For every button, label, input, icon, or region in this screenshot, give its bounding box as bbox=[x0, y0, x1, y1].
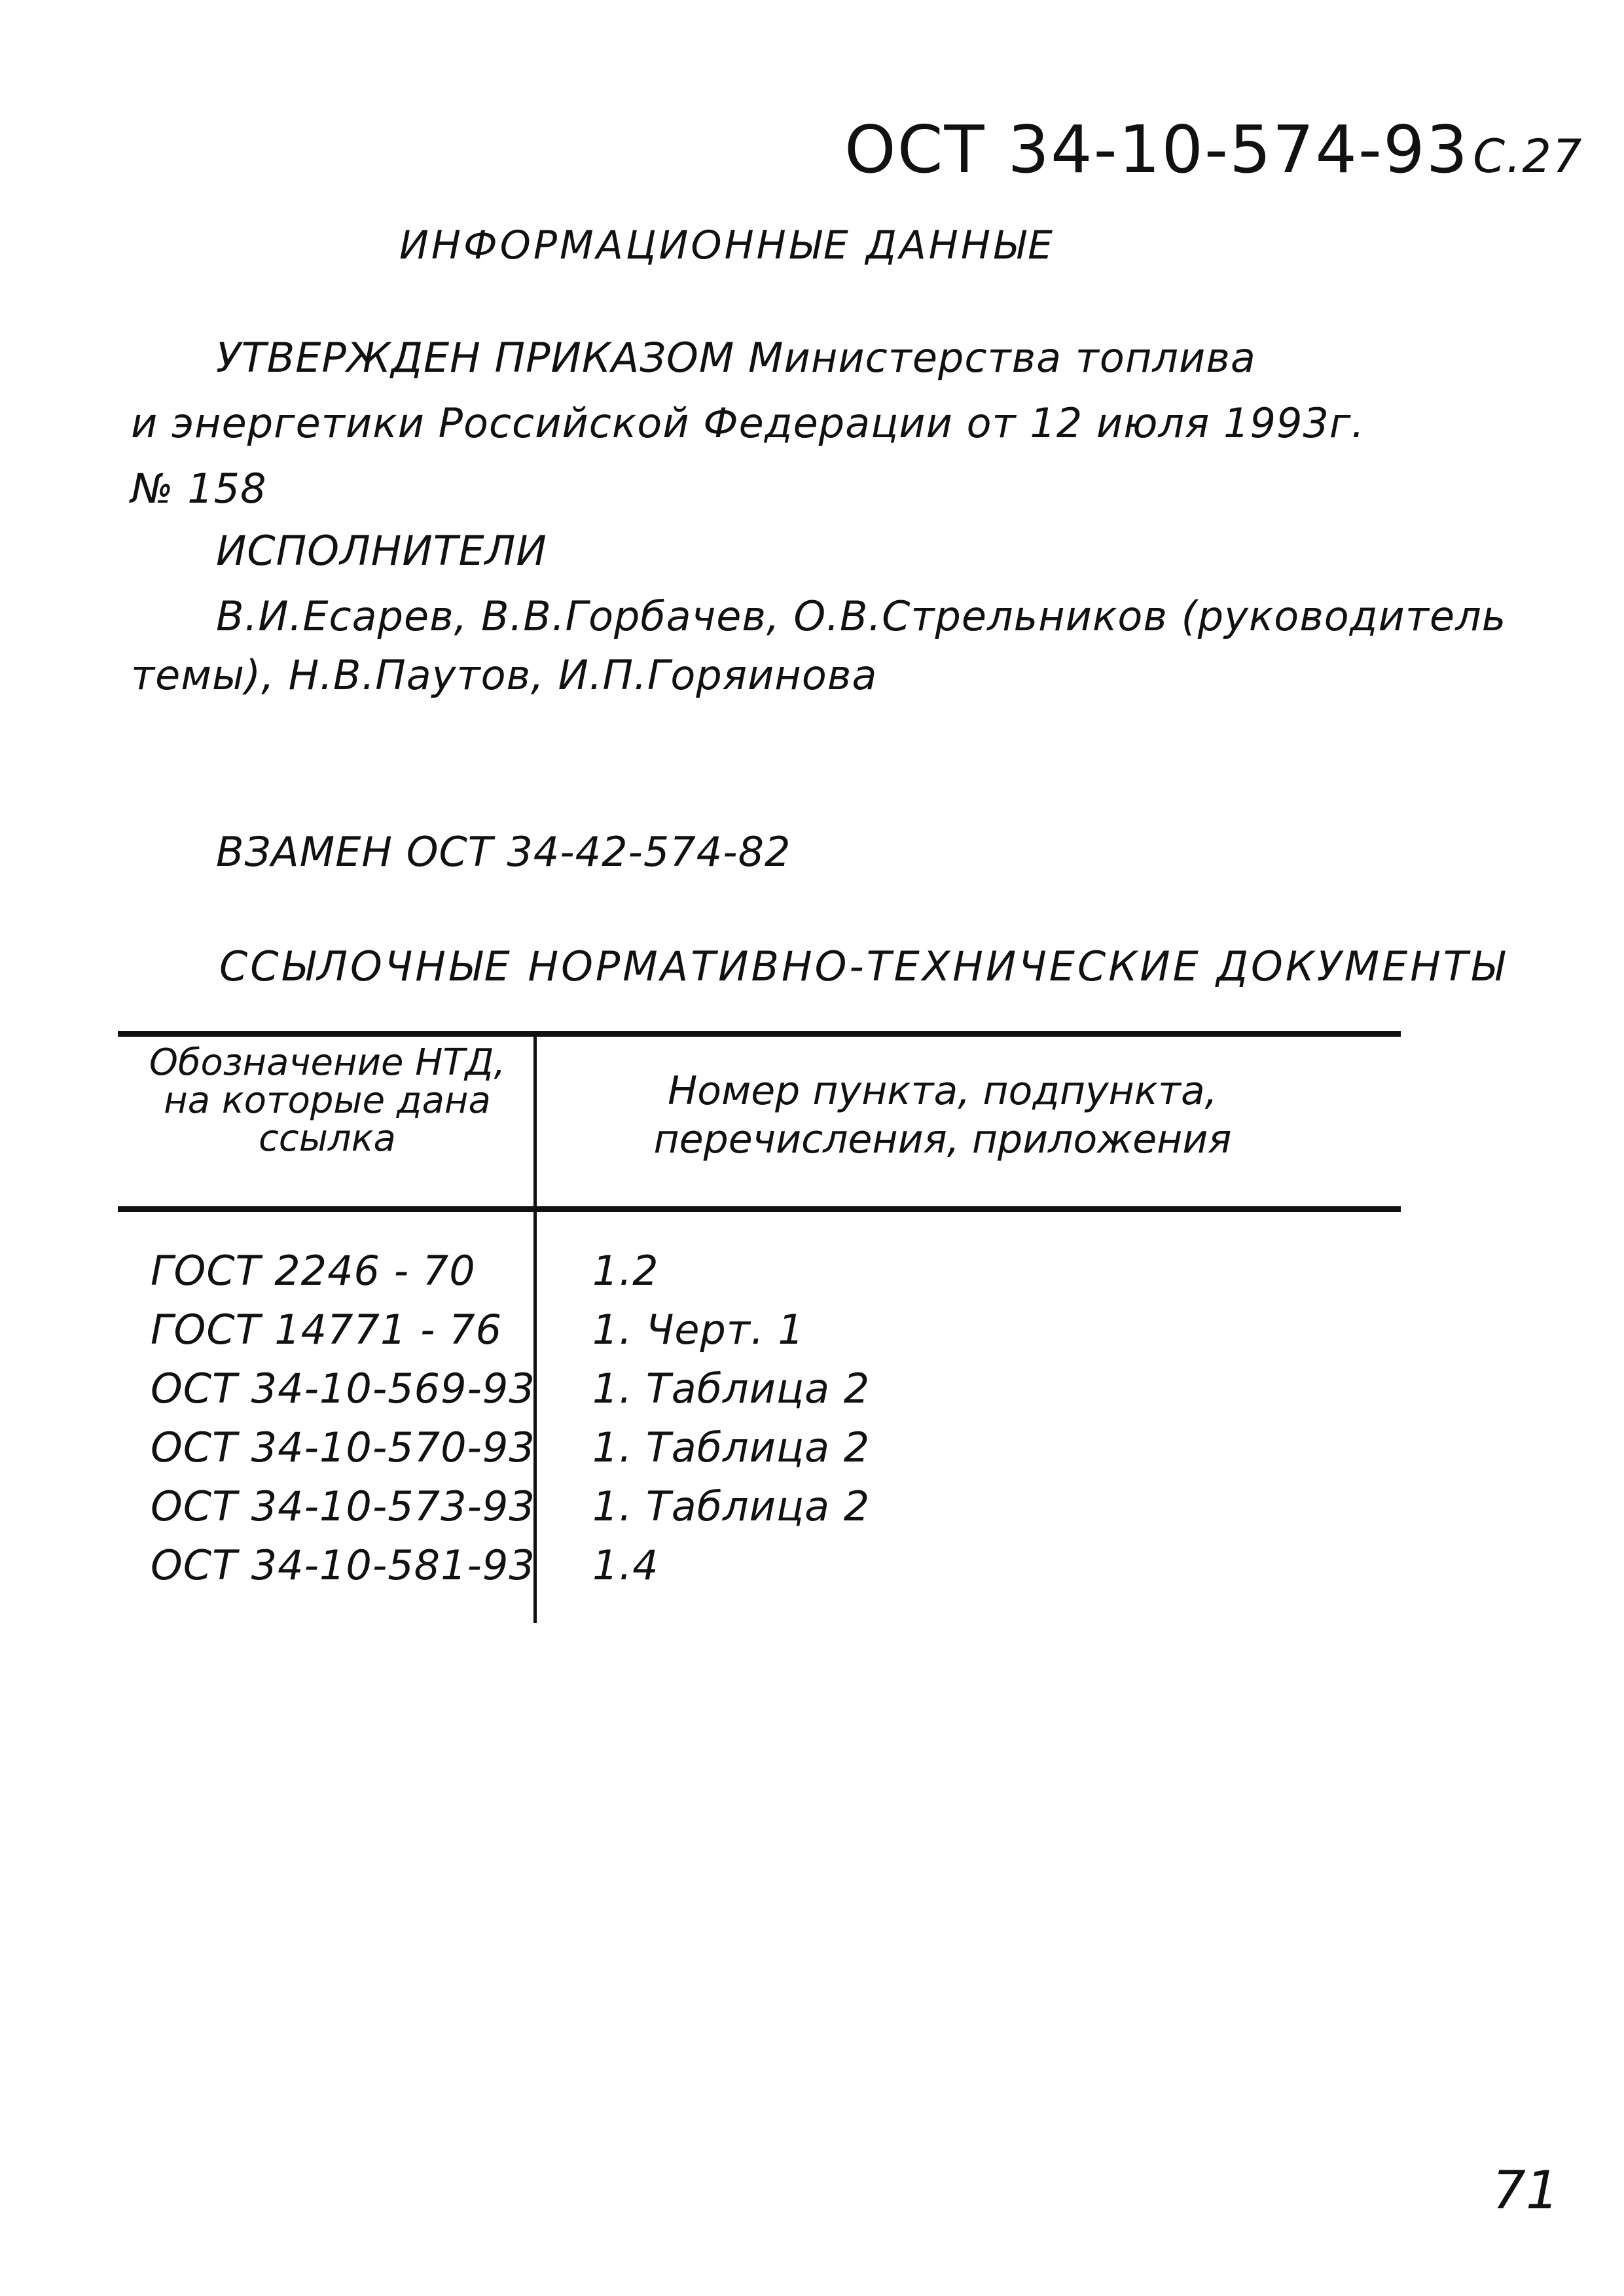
info-title: ИНФОРМАЦИОННЫЕ ДАННЫЕ bbox=[399, 223, 1056, 268]
executors-line-2: темы), Н.В.Паутов, И.П.Горяинова bbox=[131, 651, 878, 699]
page-number: 71 bbox=[1492, 2160, 1559, 2221]
table-row-4-item: 1. Таблица 2 bbox=[592, 1424, 871, 1471]
table-row-2-document: ГОСТ 14771 - 76 bbox=[151, 1306, 503, 1354]
table-top-rule bbox=[118, 1031, 1401, 1037]
table-row-1-item: 1.2 bbox=[592, 1247, 659, 1295]
table-header-item-line-2: перечисления, приложения bbox=[653, 1117, 1232, 1162]
table-column-divider bbox=[533, 1034, 537, 1623]
table-header-item bbox=[550, 1067, 1335, 1164]
document-code-text: ОСТ 34-10-574-93 bbox=[844, 111, 1470, 188]
table-header-document-line-1: Обозначение НТД, bbox=[149, 1041, 506, 1084]
table-row-4-document: ОСТ 34-10-570-93 bbox=[151, 1424, 535, 1471]
table-header-document-line-3: ссылка bbox=[259, 1117, 396, 1160]
table-row-1-document: ГОСТ 2246 - 70 bbox=[151, 1247, 476, 1295]
approved-line-2: и энергетики Российской Федерации от 12 июля 1993г. bbox=[131, 399, 1365, 447]
table-header-item-line-1: Номер пункта, подпункта, bbox=[668, 1068, 1218, 1114]
table-row-3-document: ОСТ 34-10-569-93 bbox=[151, 1365, 535, 1412]
page-label: С.27 bbox=[1473, 130, 1583, 183]
table-row-3-item: 1. Таблица 2 bbox=[592, 1365, 871, 1412]
approved-line-1: УТВЕРЖДЕН ПРИКАЗОМ Министерства топлива bbox=[216, 334, 1256, 382]
table-header-rule bbox=[118, 1206, 1401, 1212]
table-row-5-item: 1. Таблица 2 bbox=[592, 1482, 871, 1530]
table-header-document-line-2: на которые дана bbox=[164, 1079, 491, 1122]
table-row-5-document: ОСТ 34-10-573-93 bbox=[151, 1482, 535, 1530]
references-title: ССЫЛОЧНЫЕ НОРМАТИВНО-ТЕХНИЧЕСКИЕ ДОКУМЕНТЫ bbox=[219, 942, 1507, 990]
approved-line-3: № 158 bbox=[131, 465, 267, 512]
executors-title: ИСПОЛНИТЕЛИ bbox=[216, 527, 547, 575]
document-code bbox=[844, 111, 1583, 188]
executors-line-1: В.И.Есарев, В.В.Горбачев, О.В.Стрельников (руководитель bbox=[216, 592, 1507, 640]
table-row-6-document: ОСТ 34-10-581-93 bbox=[151, 1541, 535, 1589]
table-header-document bbox=[131, 1041, 524, 1160]
replaces-line: ВЗАМЕН ОСТ 34-42-574-82 bbox=[216, 828, 791, 876]
table-row-6-item: 1.4 bbox=[592, 1541, 659, 1589]
table-row-2-item: 1. Черт. 1 bbox=[592, 1306, 804, 1354]
